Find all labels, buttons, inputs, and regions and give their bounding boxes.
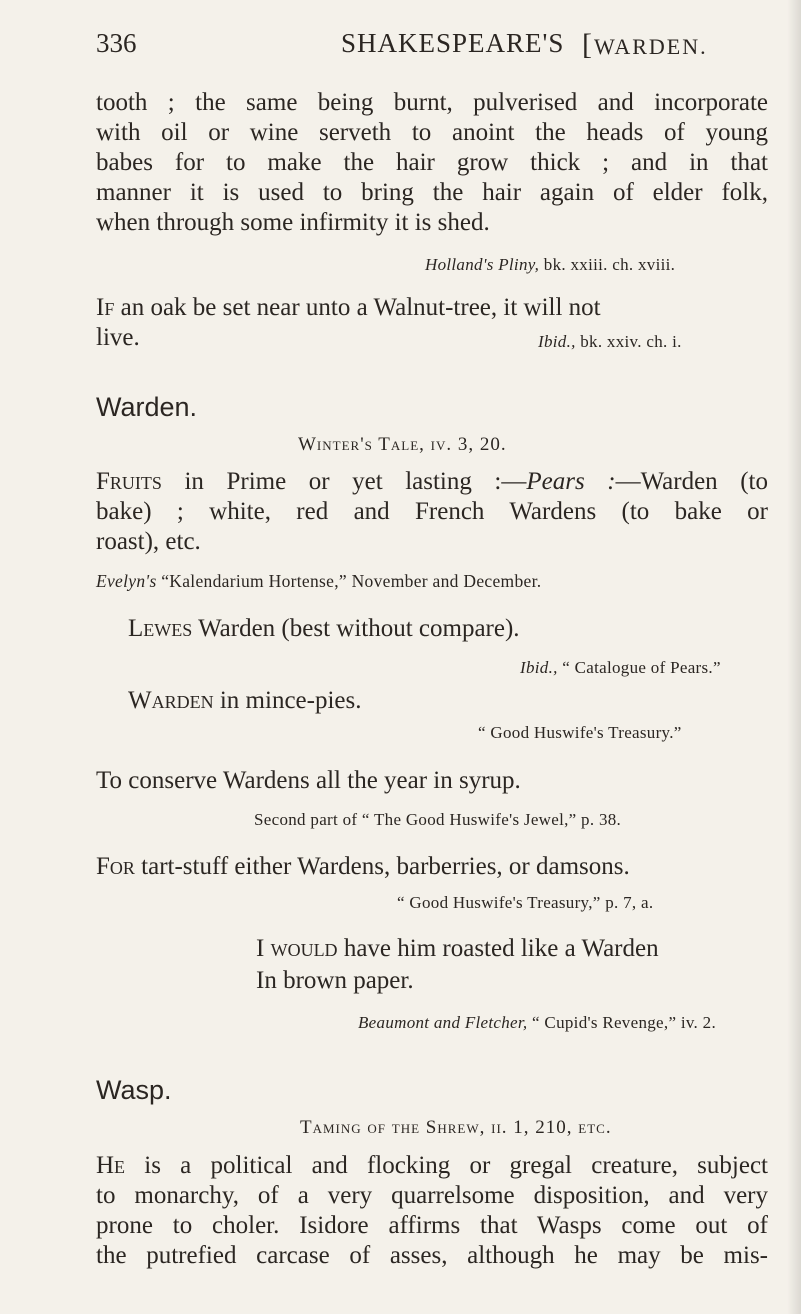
lead-word: Lewes xyxy=(128,615,193,642)
paragraph-fruits xyxy=(96,467,768,557)
mince-line: Warden in mince-pies. xyxy=(128,687,362,714)
text-line: He is a political and flocking or gregal creature, subject xyxy=(96,1152,768,1179)
running-head xyxy=(96,28,796,68)
paragraph-tooth xyxy=(96,88,768,238)
citation-catalogue xyxy=(520,658,721,678)
text-line: with oil or wine serveth to anoint the heads of young xyxy=(96,119,768,146)
citation-treasury-p7: “ Good Huswife's Treasury,” p. 7, a. xyxy=(397,893,654,912)
text-line: the putrefied carcase of asses, although he may be mis- xyxy=(96,1242,768,1269)
roast-line-2: In brown paper. xyxy=(256,967,414,994)
text-line: babes for to make the hair grow thick ; and in that xyxy=(96,149,768,176)
running-section: [WARDEN. xyxy=(582,28,708,61)
reference-winters-tale: Winter's Tale, iv. 3, 20. xyxy=(298,434,507,455)
citation-source: Ibid., xyxy=(520,658,558,677)
citation-ref: bk. xxiv. ch. i. xyxy=(575,332,682,351)
reference-taming-shrew: Taming of the Shrew, ii. 1, 210, etc. xyxy=(300,1117,612,1138)
citation-ref: “ Cupid's Revenge,” iv. 2. xyxy=(527,1013,717,1032)
oak-text: an oak be set near unto a Walnut-tree, it will not xyxy=(114,294,601,321)
citation-evelyn xyxy=(96,571,541,592)
citation-jewel: Second part of “ The Good Huswife's Jewel,” p. 38. xyxy=(254,810,622,829)
citation-source: Beaumont and Fletcher, xyxy=(358,1013,528,1032)
oak-line-1 xyxy=(96,294,601,322)
text-line: roast), etc. xyxy=(96,528,201,555)
citation-source: Evelyn's xyxy=(96,571,157,591)
citation-cupids-revenge xyxy=(358,1013,716,1033)
citation-treasury: “ Good Huswife's Treasury.” xyxy=(478,723,682,742)
lewes-line: Lewes Warden (best without compare). xyxy=(128,615,520,642)
citation-source: Ibid., xyxy=(538,332,576,351)
running-section-label: WARDEN. xyxy=(594,34,708,59)
text-line: when through some infirmity it is shed. xyxy=(96,209,490,236)
roast-line-1: I would have him roasted like a Warden xyxy=(256,935,659,962)
entry-heading-wasp: Wasp. xyxy=(96,1075,172,1105)
conserve-line: To conserve Wardens all the year in syrup. xyxy=(96,767,521,794)
text-line: to monarchy, of a very quarrelsome disposition, and very xyxy=(96,1182,768,1209)
text-line: manner it is used to bring the hair again of elder folk, xyxy=(96,179,768,206)
lead-word: I would xyxy=(256,935,338,962)
lead-word: He xyxy=(96,1152,126,1179)
citation-ref: bk. xxiii. ch. xviii. xyxy=(539,255,676,274)
citation-source: Holland's Pliny, xyxy=(425,255,540,274)
oak-line-2: live. xyxy=(96,324,140,351)
text-line: bake) ; white, red and French Wardens (to bake or xyxy=(96,498,768,525)
text-line: Fruits in Prime or yet lasting :—Pears :—Warden (to xyxy=(96,468,768,495)
citation-holland xyxy=(425,255,675,275)
dropcap-word: If xyxy=(96,294,115,321)
paragraph-wasp xyxy=(96,1151,768,1271)
citation-ibid xyxy=(538,332,682,352)
text-line: tooth ; the same being burnt, pulverised and incorporate xyxy=(96,89,768,116)
page-number: 336 xyxy=(96,28,137,58)
running-title: SHAKESPEARE'S xyxy=(341,28,565,58)
entry-heading-warden: Warden. xyxy=(96,392,198,422)
lead-word: Fruits xyxy=(96,468,162,495)
page-edge-shadow xyxy=(787,0,801,1314)
text-line: prone to choler. Isidore affirms that Wasps come out of xyxy=(96,1212,768,1239)
citation-ref: “Kalendarium Hortense,” November and December. xyxy=(156,571,542,591)
citation-ref: “ Catalogue of Pears.” xyxy=(557,658,721,677)
lead-word: For xyxy=(96,853,135,880)
lead-word: Warden xyxy=(128,687,214,714)
tart-line: For tart-stuff either Wardens, barberries, or damsons. xyxy=(96,853,630,880)
